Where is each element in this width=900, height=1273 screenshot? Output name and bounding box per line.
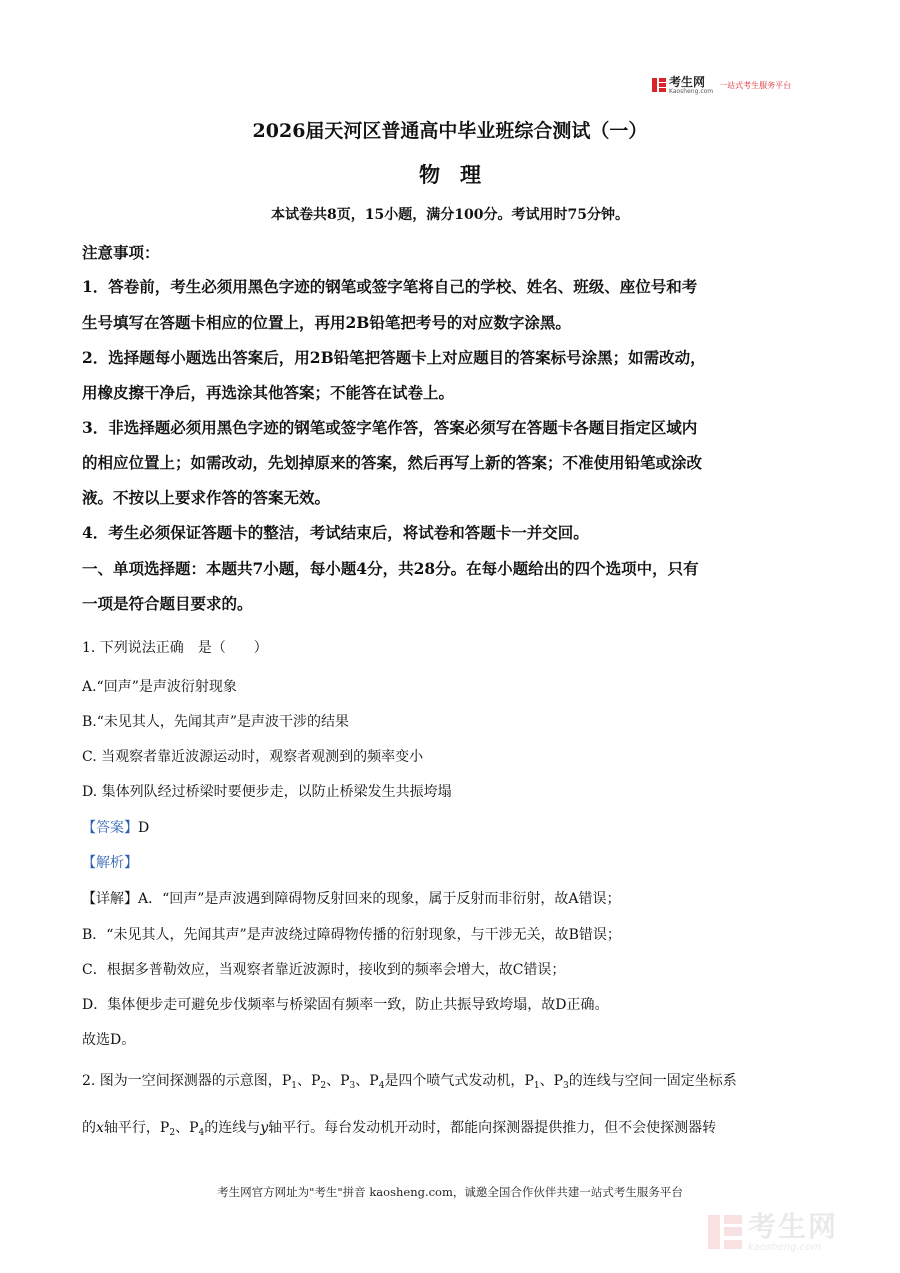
subscript: 4	[198, 1128, 205, 1138]
p-symbol: P	[553, 1073, 564, 1089]
q1-detail-c: C．根据多普勒效应，当观察者靠近波源时，接收到的频率会增大，故C错误；	[82, 962, 566, 978]
q1-option-c: C. 当观察者靠近波源运动时，观察者观测到的频率变小	[82, 749, 424, 765]
subscript: 4	[378, 1081, 385, 1091]
section-heading: 一、单项选择题：本题共7小题，每小题4分，共28分。在每小题给出的四个选项中，只有	[82, 559, 699, 578]
q1-option-b: B.“未见其人，先闻其声”是声波干涉的结果	[82, 714, 350, 730]
page-footer: 考生网官方网址为"考生"拼音 kaosheng.com，诚邀全国合作伙伴共建一站式考生服务平台	[217, 1185, 683, 1199]
answer-label: 【答案】	[82, 820, 138, 836]
detail-label: 【详解】	[82, 891, 138, 907]
p-symbol: P	[524, 1073, 534, 1089]
q2-text: 轴平行，	[103, 1120, 160, 1136]
notice-line: 的相应位置上；如需改动，先划掉原来的答案，然后再写上新的答案；不准使用铅笔或涂改	[82, 453, 703, 472]
header-logo	[652, 73, 822, 97]
subscript: 1	[291, 1081, 297, 1091]
separator: 、	[296, 1073, 311, 1089]
logo-text	[669, 76, 713, 95]
notice-line: 液。不按以上要求作答的答案无效。	[82, 488, 331, 507]
q1-option-d: D. 集体列队经过桥梁时要便步走，以防止桥梁发生共振垮塌	[82, 784, 452, 800]
subscript: 3	[563, 1081, 569, 1091]
watermark-text-block	[748, 1209, 839, 1253]
p-symbol: P	[340, 1073, 350, 1089]
notice-line: 生号填写在答题卡相应的位置上，再用2B铅笔把考号的对应数字涂黑。	[82, 313, 571, 332]
watermark	[708, 1207, 888, 1257]
q1-option-a: A.“回声”是声波衍射现象	[82, 679, 237, 695]
p-symbol: P	[310, 1073, 321, 1089]
separator: 、	[175, 1120, 190, 1136]
answer-value: D	[138, 820, 150, 836]
p-symbol: P	[159, 1120, 170, 1136]
q1-detail-b: B．“未见其人，先闻其声”是声波绕过障碍物传播的衍射现象，与干涉无关，故B错误；	[82, 927, 621, 943]
logo-name: 考生网	[669, 74, 706, 89]
notice-heading: 注意事项：	[82, 243, 160, 262]
subscript: 2	[169, 1128, 176, 1138]
subscript: 3	[349, 1081, 356, 1091]
separator: 、	[326, 1073, 341, 1089]
watermark-logo-icon	[708, 1215, 742, 1249]
subscript: 2	[320, 1081, 327, 1091]
q1-answer	[82, 817, 149, 837]
notice-line: 3．非选择题必须用黑色字迹的钢笔或签字笔作答，答案必须写在答题卡各题目指定区域内	[82, 418, 698, 437]
p-symbol: P	[281, 1073, 292, 1089]
watermark-domain: kaosheng.com	[748, 1241, 821, 1253]
q2-text: 轴平行。每台发动机开动时，都能向探测器提供推力，但不会使探测器转	[268, 1120, 717, 1136]
detail-text: A．“回声”是声波遇到障碍物反射回来的现象，属于反射而非衍射，故A错误；	[138, 891, 621, 907]
exam-info: 本试卷共8页，15小题，满分100分。考试用时75分钟。	[271, 207, 629, 223]
q2-stem-line2	[82, 1117, 716, 1138]
q1-detail-d: D．集体便步走可避免步伐频率与桥梁固有频率一致，防止共振导致垮塌，故D正确。	[82, 997, 609, 1013]
separator: 、	[539, 1073, 554, 1089]
notice-line: 用橡皮擦干净后，再选涂其他答案；不能答在试卷上。	[82, 383, 455, 402]
kaosheng-logo-icon	[652, 78, 666, 92]
p-symbol: P	[189, 1120, 199, 1136]
exam-title: 2026届天河区普通高中毕业班综合测试（一）	[252, 120, 648, 142]
logo-slogan: 一站式考生服务平台	[719, 80, 792, 90]
p-symbol: P	[369, 1073, 379, 1089]
watermark-text: 考生网	[748, 1209, 839, 1243]
notice-line: 2．选择题每小题选出答案后，用2B铅笔把答题卡上对应题目的答案标号涂黑；如需改动，	[82, 348, 706, 367]
notice-line: 4．考生必须保证答题卡的整洁，考试结束后，将试卷和答题卡一并交回。	[82, 523, 589, 542]
q2-text: 2. 图为一空间探测器的示意图，	[82, 1073, 282, 1089]
q2-text: 是四个喷气式发动机，	[384, 1073, 525, 1089]
notice-line: 1．答卷前，考生必须用黑色字迹的钢笔或签字笔将自己的学校、姓名、班级、座位号和考	[82, 277, 698, 296]
q1-detail-a	[82, 888, 621, 908]
subscript: 1	[533, 1081, 540, 1091]
q2-text: 的	[82, 1120, 96, 1136]
x-axis-symbol: x	[96, 1120, 104, 1136]
subject-title: 物理	[419, 162, 501, 187]
separator: 、	[355, 1073, 370, 1089]
q2-text: 的连线与空间一固定坐标系	[568, 1073, 737, 1089]
q1-analysis-label: 【解析】	[82, 855, 138, 871]
logo-domain: Kaosheng.com	[669, 87, 714, 95]
q2-stem-line1	[82, 1070, 737, 1091]
section-heading-cont: 一项是符合题目要求的。	[82, 594, 253, 613]
q2-text: 的连线与	[204, 1120, 261, 1136]
q1-conclusion: 故选D。	[82, 1032, 136, 1048]
q1-stem: 1. 下列说法正确 是（ ）	[82, 640, 268, 656]
y-axis-symbol: y	[260, 1120, 269, 1136]
